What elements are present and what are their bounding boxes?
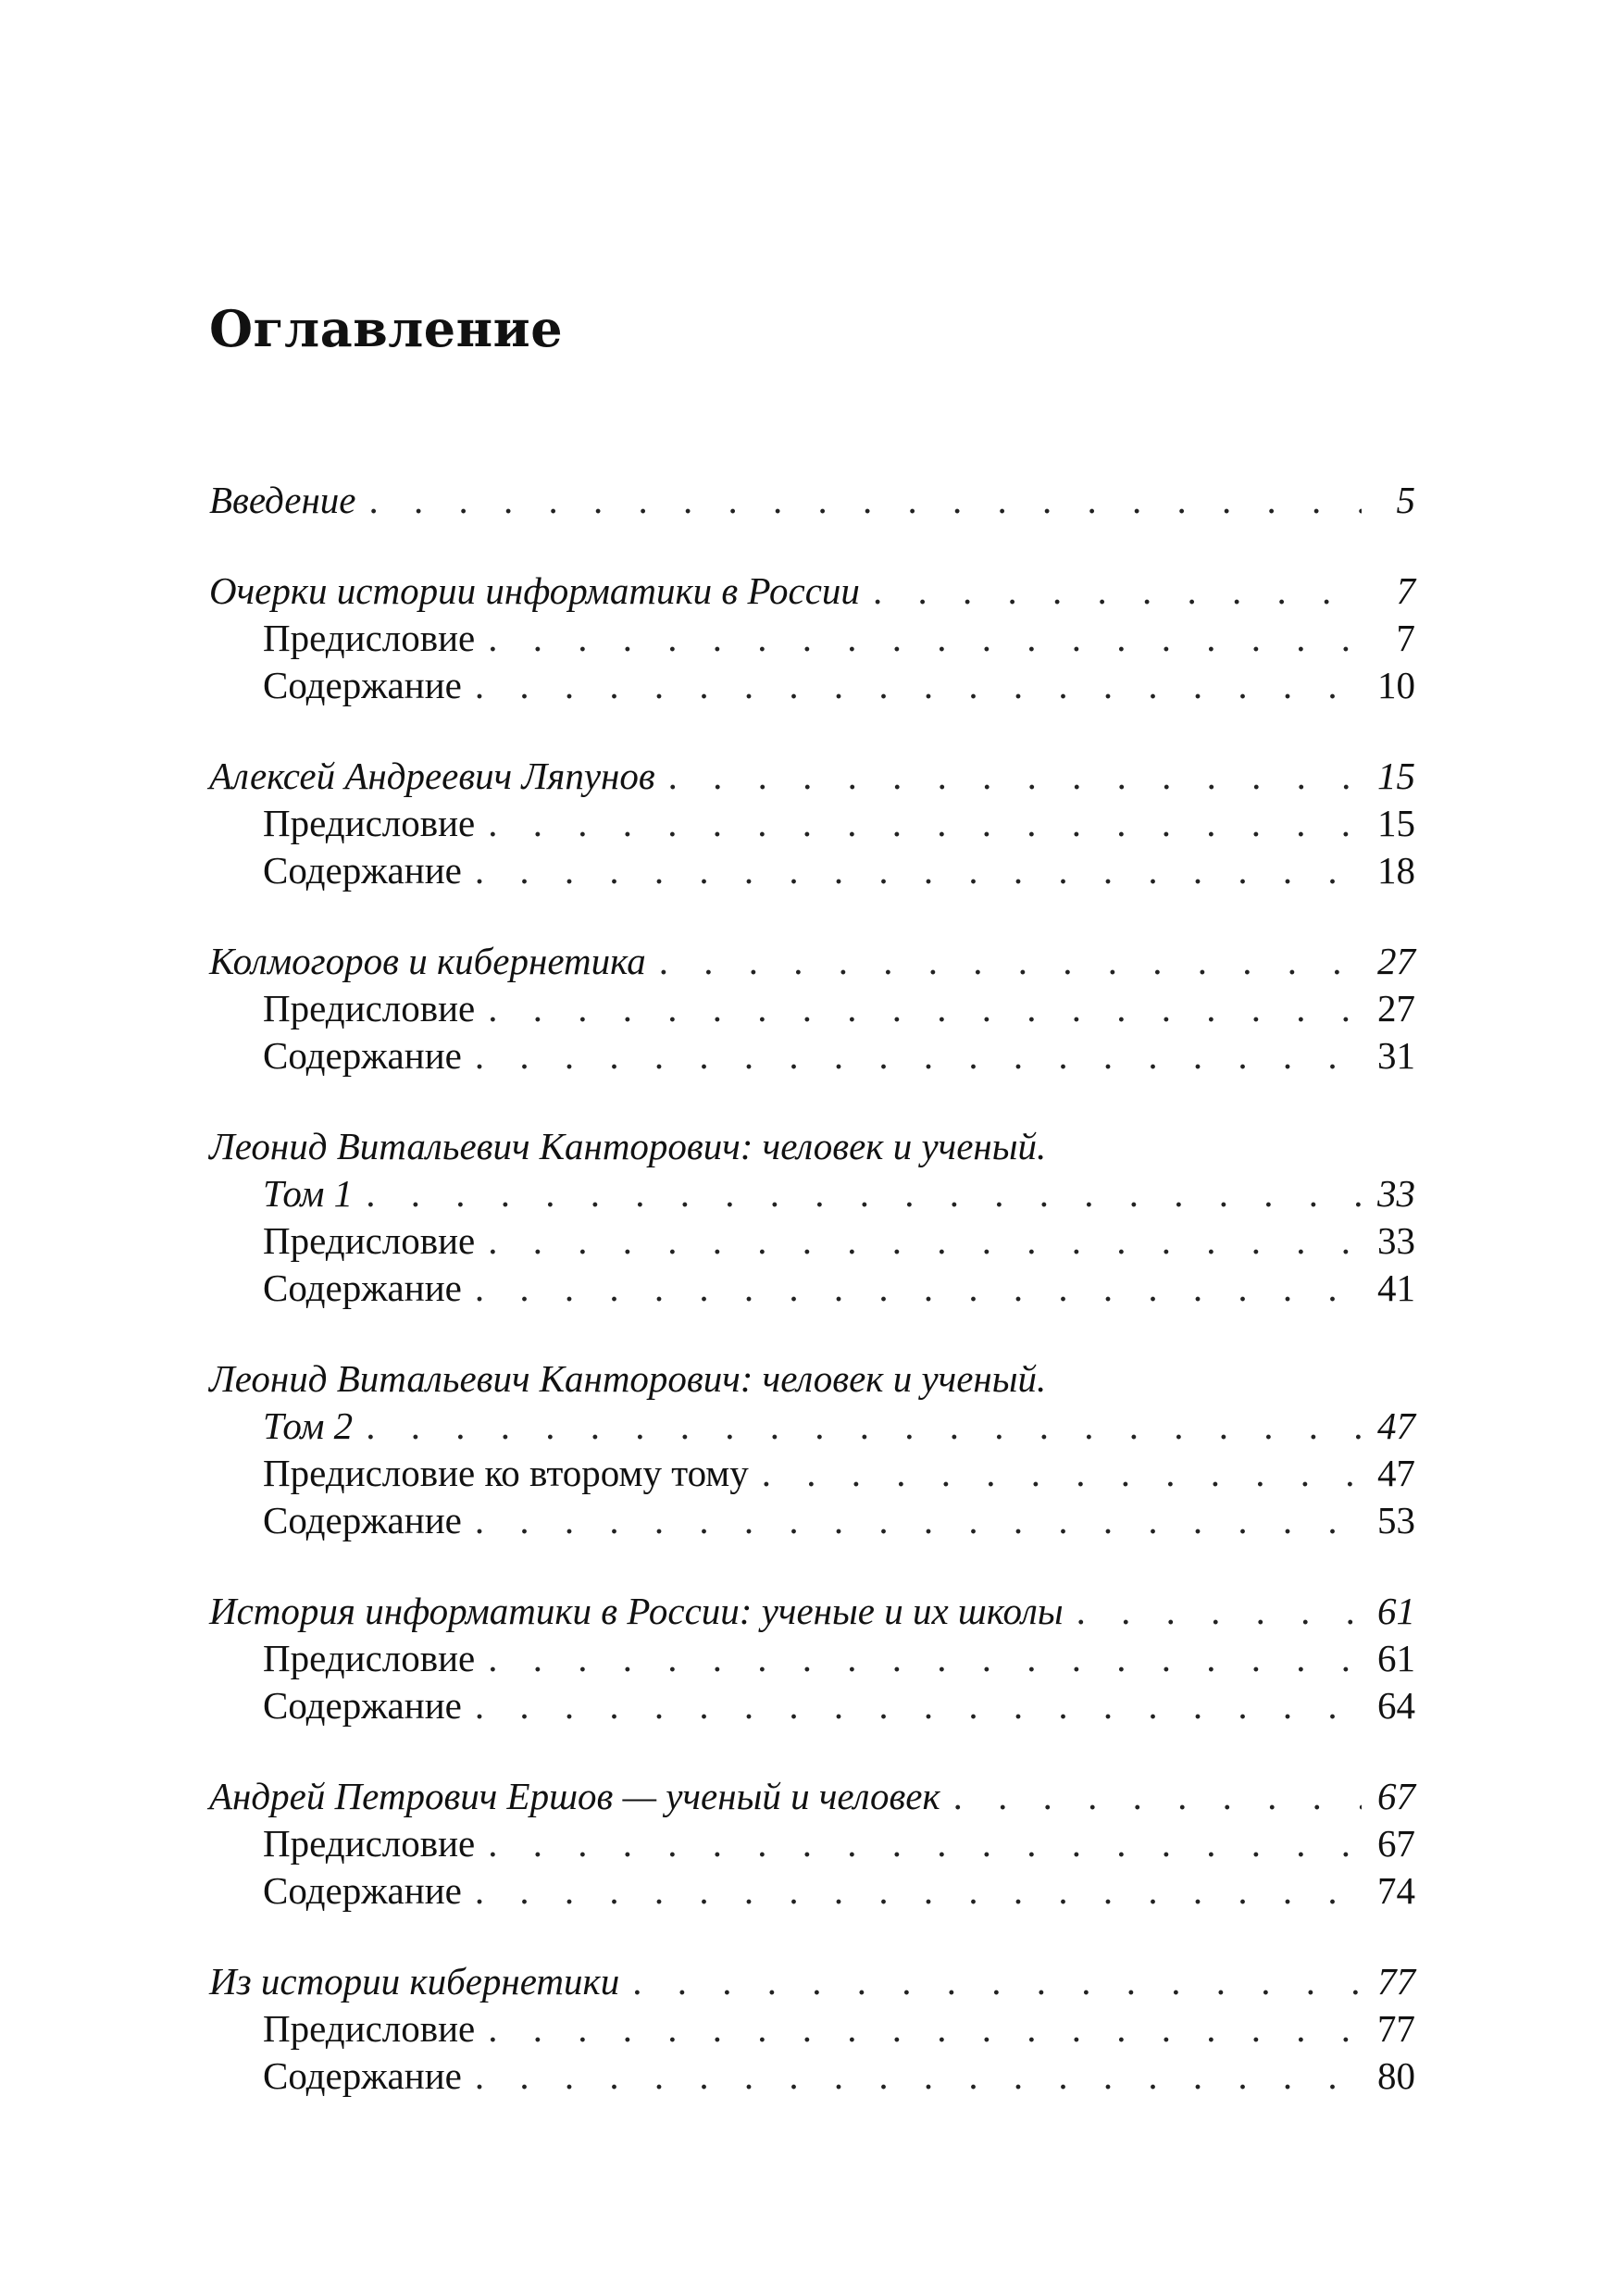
toc-group xyxy=(209,938,1415,1079)
toc-subentry[interactable] xyxy=(209,1820,1415,1867)
dot-leader xyxy=(488,615,1362,662)
toc-group xyxy=(209,1123,1415,1312)
toc-entry[interactable] xyxy=(209,1403,1415,1450)
toc-entry[interactable] xyxy=(209,753,1415,800)
toc-subentry-page: 41 xyxy=(1377,1267,1415,1309)
toc-subentry[interactable] xyxy=(209,1867,1415,1915)
toc-subentry[interactable] xyxy=(209,800,1415,847)
dot-leader xyxy=(659,938,1362,985)
dot-leader xyxy=(668,753,1362,800)
dot-leader xyxy=(632,1958,1362,2005)
toc-entry-title: Андрей Петрович Ершов — ученый и человек xyxy=(209,1775,940,1817)
toc-subentry-title: Содержание xyxy=(263,1499,462,1541)
toc-subentry-page: 7 xyxy=(1396,617,1415,659)
toc-subentry-title: Предисловие xyxy=(263,2007,476,2050)
toc-group xyxy=(209,753,1415,894)
toc-subentry-title: Предисловие xyxy=(263,1219,476,1262)
toc-entry-page: 15 xyxy=(1377,755,1415,797)
toc-subentry[interactable] xyxy=(209,2005,1415,2053)
toc-entry-page: 77 xyxy=(1377,1960,1415,2003)
dot-leader xyxy=(953,1773,1362,1820)
toc-subentry-page: 15 xyxy=(1377,802,1415,844)
toc-subentry-page: 33 xyxy=(1377,1219,1415,1262)
toc-subentry-page: 18 xyxy=(1377,849,1415,892)
dot-leader xyxy=(488,1820,1362,1867)
toc-subentry-title: Содержание xyxy=(263,2054,462,2097)
toc-subentry-page: 31 xyxy=(1377,1034,1415,1077)
toc-entry[interactable] xyxy=(209,568,1415,615)
toc-entry[interactable] xyxy=(209,1588,1415,1635)
dot-leader xyxy=(488,800,1362,847)
toc-group xyxy=(209,1355,1415,1544)
toc-group xyxy=(209,1958,1415,2100)
toc-entry-title: Том 2 xyxy=(263,1404,354,1447)
toc-entry-page: 27 xyxy=(1377,940,1415,982)
toc-subentry-title: Предисловие xyxy=(263,802,476,844)
toc-subentry-page: 74 xyxy=(1377,1869,1415,1912)
dot-leader xyxy=(475,847,1362,894)
toc-subentry-page: 77 xyxy=(1377,2007,1415,2050)
dot-leader xyxy=(475,1265,1362,1312)
toc-subentry-title: Содержание xyxy=(263,664,462,706)
toc-subentry[interactable] xyxy=(209,1635,1415,1682)
toc-entry-title: Том 1 xyxy=(263,1172,354,1215)
toc-subentry[interactable] xyxy=(209,1032,1415,1079)
toc-subentry-page: 61 xyxy=(1377,1637,1415,1679)
dot-leader xyxy=(366,1170,1362,1217)
toc-subentry-page: 67 xyxy=(1377,1822,1415,1865)
toc-subentry[interactable] xyxy=(209,615,1415,662)
toc-entry[interactable] xyxy=(209,1958,1415,2005)
dot-leader xyxy=(488,2005,1362,2053)
dot-leader xyxy=(488,1635,1362,1682)
toc-entry-title: Алексей Андреевич Ляпунов xyxy=(209,755,655,797)
toc-subentry-title: Содержание xyxy=(263,1034,462,1077)
dot-leader xyxy=(366,1403,1362,1450)
toc-entry[interactable] xyxy=(209,1773,1415,1820)
toc-subentry-title: Содержание xyxy=(263,849,462,892)
toc-entry-title: Очерки истории информатики в России xyxy=(209,569,860,612)
dot-leader xyxy=(475,2053,1362,2100)
page-title: Оглавление xyxy=(209,299,564,358)
toc-subentry-page: 47 xyxy=(1377,1452,1415,1494)
dot-leader xyxy=(475,1032,1362,1079)
toc-entry-page: 33 xyxy=(1377,1172,1415,1215)
toc-entry-page: 47 xyxy=(1377,1404,1415,1447)
toc-entry[interactable] xyxy=(209,1170,1415,1217)
toc-subentry[interactable] xyxy=(209,1497,1415,1544)
toc-subentry-page: 53 xyxy=(1377,1499,1415,1541)
dot-leader xyxy=(873,568,1362,615)
toc-subentry[interactable] xyxy=(209,2053,1415,2100)
toc-subentry-title: Предисловие xyxy=(263,1822,476,1865)
toc-group xyxy=(209,1588,1415,1729)
dot-leader xyxy=(369,477,1363,524)
toc-group xyxy=(209,568,1415,709)
toc-subentry[interactable] xyxy=(209,1682,1415,1729)
toc-entry[interactable] xyxy=(209,477,1415,524)
toc-subentry-page: 10 xyxy=(1377,664,1415,706)
toc-subentry[interactable] xyxy=(209,662,1415,709)
toc-subentry[interactable] xyxy=(209,847,1415,894)
toc-subentry-page: 64 xyxy=(1377,1684,1415,1727)
toc-subentry-title: Содержание xyxy=(263,1684,462,1727)
toc-entry-page: 7 xyxy=(1396,569,1415,612)
toc-entry-title-line[interactable]: Леонид Витальевич Канторович: человек и ученый. xyxy=(209,1357,1047,1400)
dot-leader xyxy=(475,1497,1362,1544)
toc-entry-title-line[interactable]: Леонид Витальевич Канторович: человек и ученый. xyxy=(209,1125,1047,1167)
toc-subentry-title: Содержание xyxy=(263,1267,462,1309)
toc-entry-title: Введение xyxy=(209,479,356,521)
dot-leader xyxy=(762,1450,1362,1497)
dot-leader xyxy=(488,985,1362,1032)
dot-leader xyxy=(1077,1588,1362,1635)
toc-subentry-title: Предисловие xyxy=(263,987,476,1029)
toc-entry-page: 67 xyxy=(1377,1775,1415,1817)
toc-subentry-title: Предисловие ко второму тому xyxy=(263,1452,749,1494)
toc-subentry[interactable] xyxy=(209,1450,1415,1497)
toc-subentry[interactable] xyxy=(209,1265,1415,1312)
toc-subentry-title: Содержание xyxy=(263,1869,462,1912)
toc-group xyxy=(209,1773,1415,1915)
toc-entry-title: Колмогоров и кибернетика xyxy=(209,940,646,982)
toc-entry[interactable] xyxy=(209,938,1415,985)
toc-subentry[interactable] xyxy=(209,985,1415,1032)
dot-leader xyxy=(475,662,1362,709)
toc-subentry[interactable] xyxy=(209,1217,1415,1265)
dot-leader xyxy=(488,1217,1362,1265)
toc-entry-page: 5 xyxy=(1396,479,1415,521)
toc-subentry-title: Предисловие xyxy=(263,1637,476,1679)
toc-subentry-page: 27 xyxy=(1377,987,1415,1029)
dot-leader xyxy=(475,1682,1362,1729)
table-of-contents xyxy=(209,477,1415,2143)
toc-subentry-title: Предисловие xyxy=(263,617,476,659)
toc-group xyxy=(209,477,1415,524)
toc-subentry-page: 80 xyxy=(1377,2054,1415,2097)
toc-entry-title: История информатики в России: ученые и их школы xyxy=(209,1590,1064,1632)
toc-entry-page: 61 xyxy=(1377,1590,1415,1632)
toc-entry-title: Из истории кибернетики xyxy=(209,1960,620,2003)
dot-leader xyxy=(475,1867,1362,1915)
